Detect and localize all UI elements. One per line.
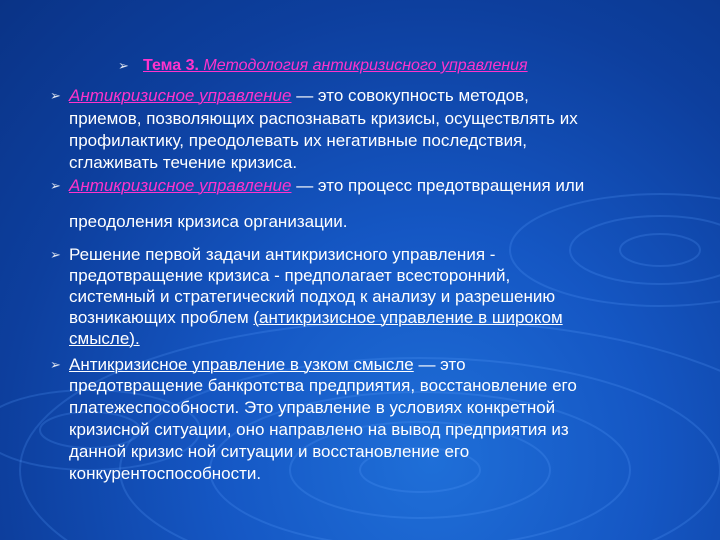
list-item-line: Решение первой задачи антикризисного управления - <box>69 245 496 264</box>
list-item-line: конкурентоспособности. <box>69 464 262 483</box>
list-item-line: возникающих проблем (антикризисное управление в широком <box>69 308 563 327</box>
list-item-line: приемов, позволяющих распознавать кризисы, осуществлять их <box>69 109 578 128</box>
underlined-text: смысле). <box>69 329 140 348</box>
list-item-line: системный и стратегический подход к анализу и разрешению <box>69 287 556 306</box>
list-item-line: предотвращение банкротства предприятия, восстановление его <box>69 376 577 395</box>
bullet-icon: ➢ <box>50 247 61 262</box>
list-item-line: кризисной ситуации, оно направлено на вывод предприятия из <box>69 420 569 439</box>
term-label: Антикризисное управление <box>69 86 292 105</box>
title-text: Методология антикризисного управления <box>198 57 528 74</box>
list-item-line: Антикризисное управление в узком смысле — это <box>69 355 466 374</box>
list-item-line: предотвращение кризиса - предполагает всесторонний, <box>69 266 511 285</box>
underlined-text: Антикризисное управление в узком смысле <box>69 355 414 374</box>
bullet-icon: ➢ <box>50 88 61 103</box>
underlined-text: (антикризисное управление в широком <box>253 308 563 327</box>
list-item-line: профилактику, преодолевать их негативные последствия, <box>69 131 528 150</box>
list-item-line: данной кризис ной ситуации и восстановление его <box>69 442 470 461</box>
list-item-line: преодоления кризиса организации. <box>69 212 348 231</box>
title-label: Тема 3. <box>143 57 199 74</box>
list-item-line: Антикризисное управление — это процесс предотвращения или <box>69 176 585 195</box>
bullet-icon: ➢ <box>118 58 129 73</box>
list-item-line: платежеспособности. Это управление в условиях конкретной <box>69 398 556 417</box>
list-item-line: Антикризисное управление — это совокупность методов, <box>69 86 529 105</box>
slide-title <box>143 57 528 75</box>
term-label: Антикризисное управление <box>69 176 292 195</box>
list-item-line <box>69 330 140 348</box>
bullet-icon: ➢ <box>50 357 61 372</box>
bullet-icon: ➢ <box>50 178 61 193</box>
list-item-line: сглаживать течение кризиса. <box>69 153 298 172</box>
